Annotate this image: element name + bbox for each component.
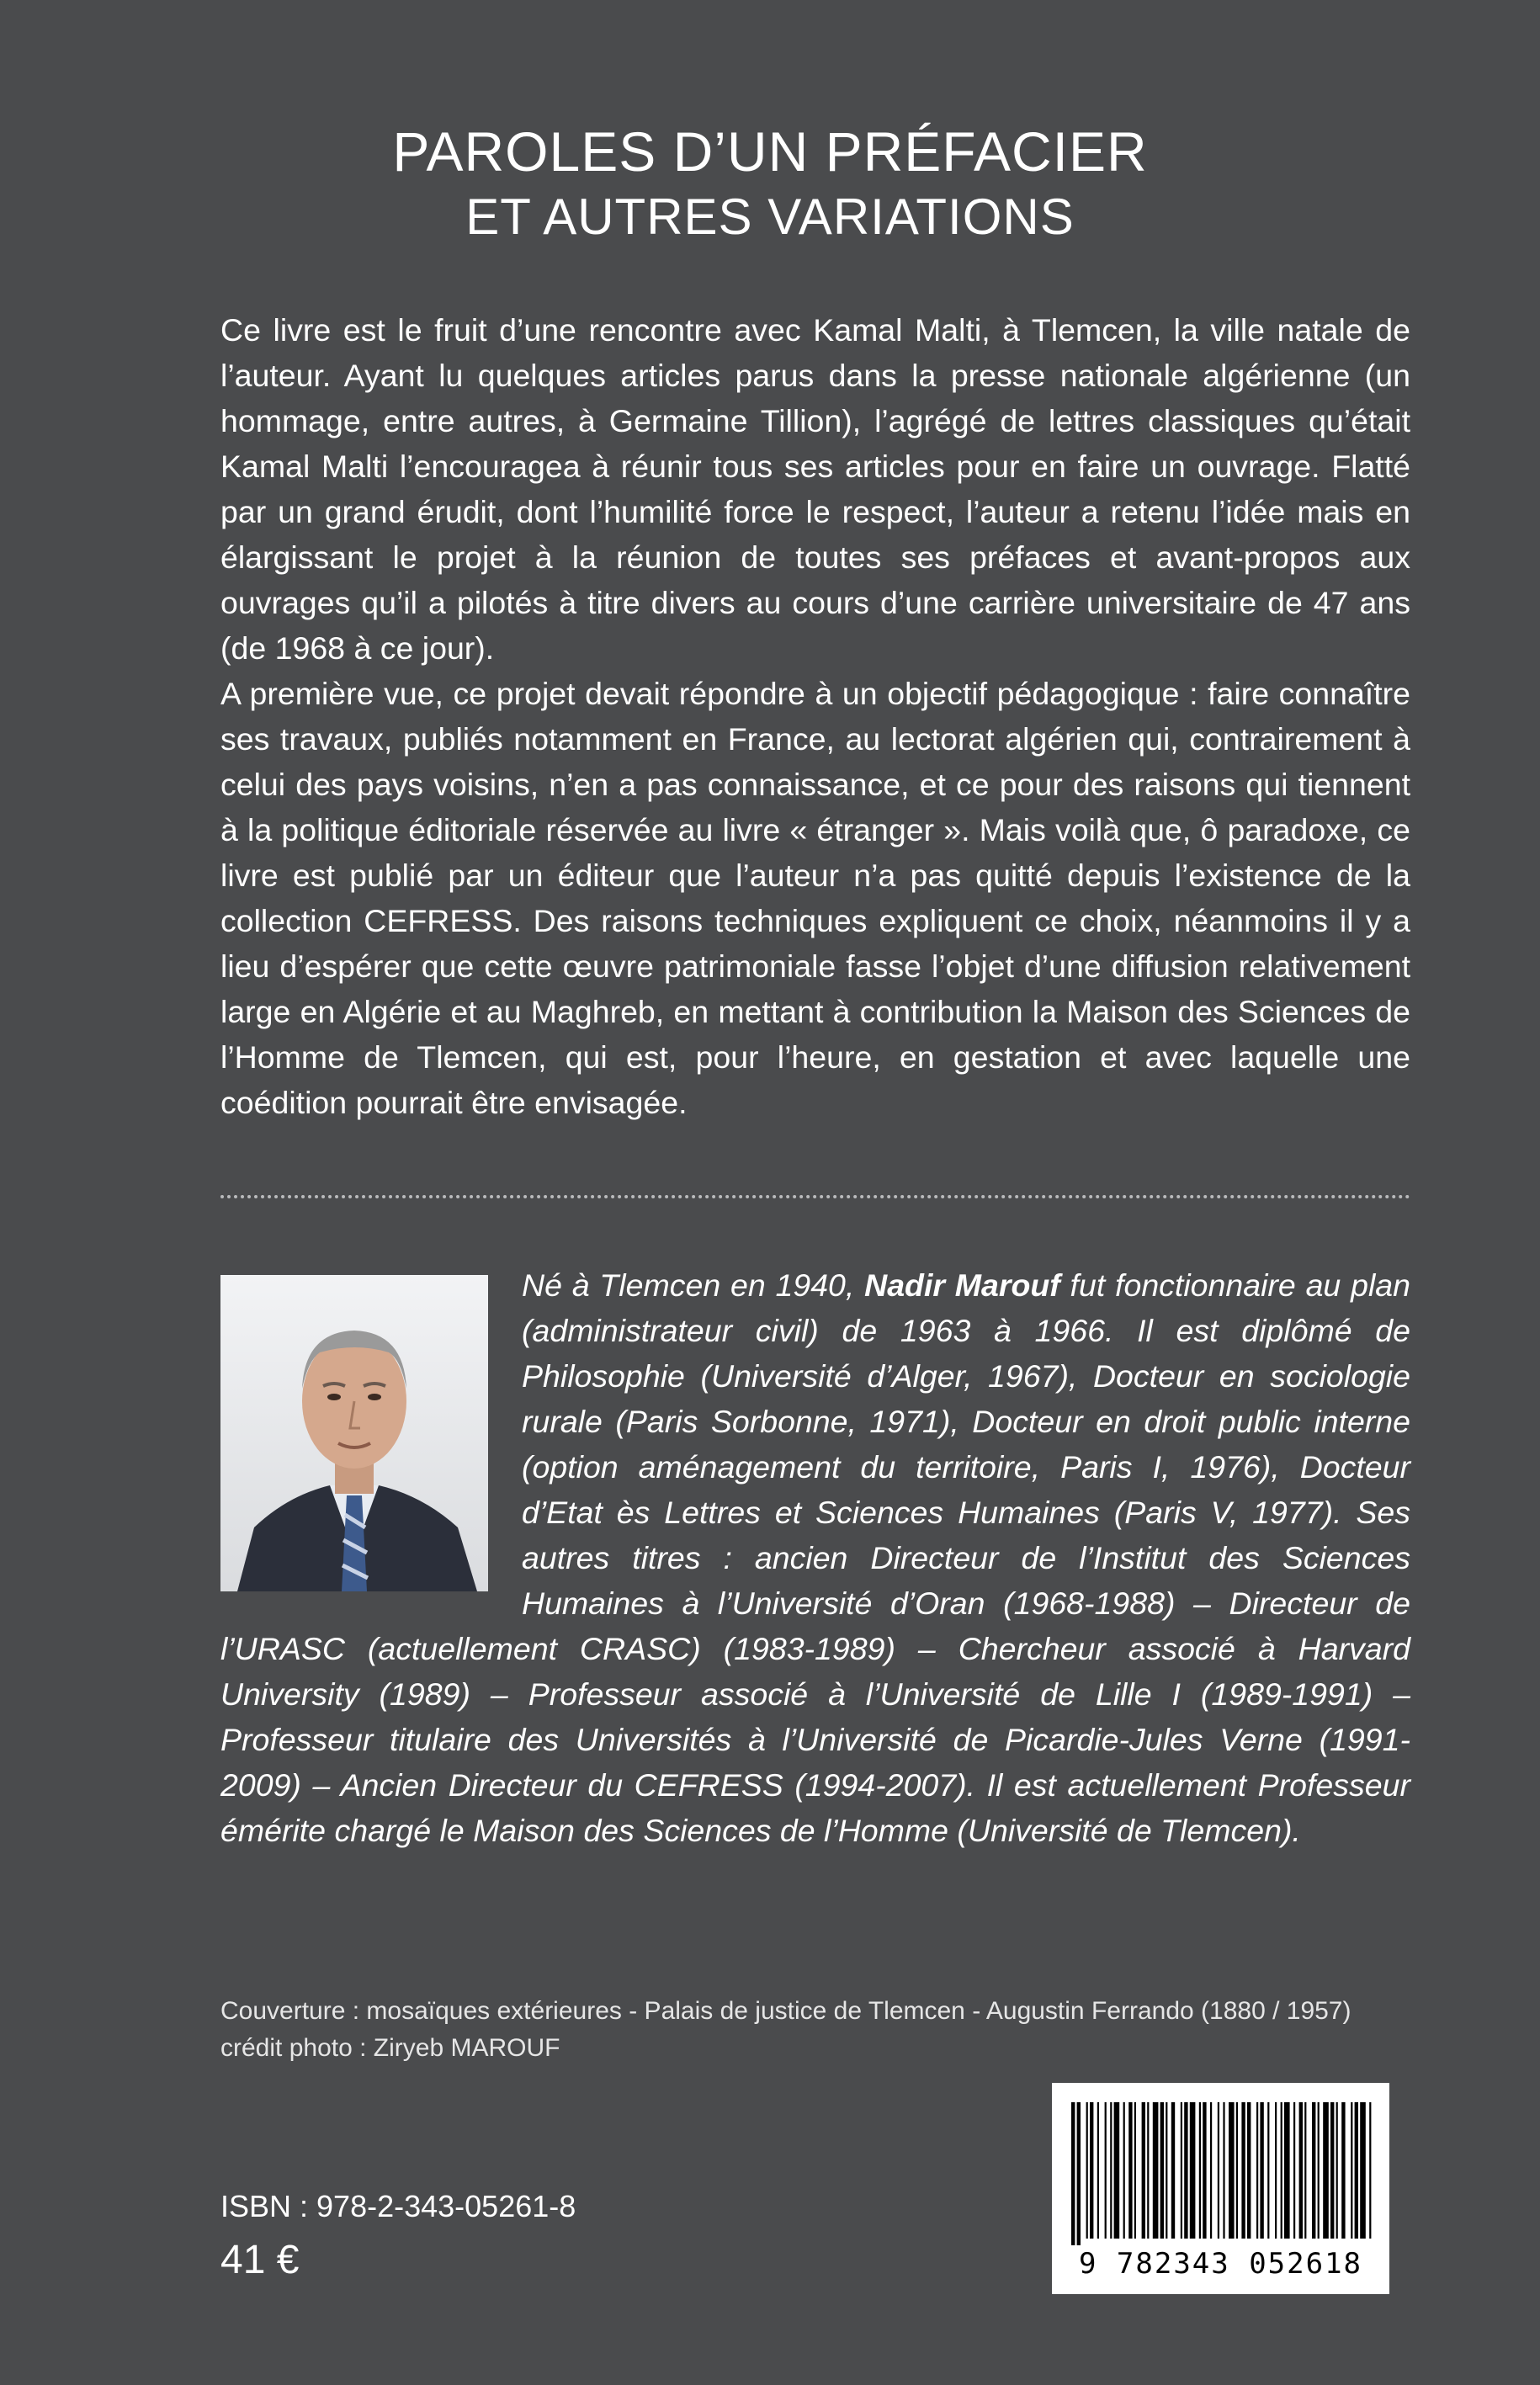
barcode-bar: [1281, 2102, 1282, 2239]
title-block: [0, 118, 1540, 249]
barcode-bar: [1241, 2102, 1245, 2239]
barcode-bar: [1267, 2102, 1269, 2239]
book-subtitle: ET AUTRES VARIATIONS: [465, 189, 1075, 245]
barcode-bar: [1218, 2102, 1219, 2239]
barcode-bar: [1086, 2102, 1088, 2239]
barcode-bar: [1097, 2102, 1099, 2239]
barcode-bar: [1134, 2102, 1136, 2239]
book-summary: [220, 307, 1410, 1125]
author-bio-intro: Né à Tlemcen en 1940,: [522, 1267, 865, 1303]
dotted-divider: [220, 1195, 1410, 1198]
barcode-bar: [1304, 2102, 1306, 2239]
barcode-bar: [1229, 2102, 1235, 2239]
barcode-bar: [1236, 2102, 1238, 2239]
photo-credit: crédit photo : Ziryeb MAROUF: [220, 2034, 560, 2062]
author-bio-text: fut fonctionnaire au plan (administrateur civil) de 1963 à 1966. Il est diplômé de Philosophie (Université d’Alger, 1967), Docteur en sociologie rurale (Paris Sorbonne, 1971), Docteur en droit public interne (option aménagement du territoire, Paris I, 1976), Docteur d’Etat ès Lettres et Sciences Humaines (Paris V, 1977). Ses autres titres : ancien Directeur de l’Institut des Sciences Humaines à l’Université d’Oran (1968-1988) – Directeur de l’URASC (actuellement CRASC) (1983-1989) – Chercheur associé à Harvard University (1989) – Professeur associé à l’Université de Lille I (1989-1991) – Professeur titulaire des Universités à l’Université de Picardie-Jules Verne (1991-2009) – Ancien Directeur du CEFRESS (1994-2007). Il est actuellement Professeur émérite chargé le Maison des Sciences de l’Homme (Université de Tlemcen).: [220, 1267, 1410, 1848]
barcode-bar: [1260, 2102, 1263, 2239]
author-portrait-icon: [220, 1275, 488, 1591]
barcode-bar: [1256, 2102, 1258, 2239]
barcode-bar: [1123, 2102, 1125, 2239]
barcode-bar: [1110, 2102, 1112, 2239]
author-photo: [220, 1275, 488, 1591]
barcode-bar: [1293, 2102, 1295, 2239]
barcode-bar: [1128, 2102, 1132, 2239]
book-title: PAROLES D’UN PRÉFACIER: [392, 120, 1148, 183]
barcode-bar: [1341, 2102, 1345, 2239]
barcode-bar: [1336, 2102, 1338, 2239]
barcode-bars-icon: [1054, 2085, 1387, 2245]
barcode-bar: [1190, 2102, 1196, 2239]
barcode-bar: [1171, 2102, 1175, 2239]
barcode-bar: [1312, 2102, 1315, 2239]
barcode-bar: [1153, 2102, 1159, 2239]
barcode-bar: [1318, 2102, 1320, 2239]
barcode-bar: [1181, 2102, 1182, 2239]
author-name: Nadir Marouf: [864, 1267, 1060, 1303]
barcode-bar: [1351, 2102, 1352, 2239]
barcode-bar: [1360, 2102, 1366, 2239]
barcode-bar: [1203, 2102, 1206, 2239]
barcode-bar: [1166, 2102, 1167, 2239]
barcode: [1052, 2083, 1389, 2294]
barcode-bar: [1210, 2102, 1212, 2239]
barcode-bar: [1114, 2102, 1120, 2239]
barcode-bar: [1223, 2102, 1224, 2239]
barcode-digits: 9 782343 052618: [1078, 2247, 1363, 2281]
barcode-bar: [1299, 2102, 1303, 2239]
barcode-bar: [1071, 2102, 1075, 2245]
barcode-bar: [1284, 2102, 1290, 2239]
barcode-bar: [1090, 2102, 1093, 2239]
barcode-bar: [1247, 2102, 1251, 2239]
barcode-bar: [1160, 2102, 1164, 2239]
barcode-bar: [1105, 2102, 1107, 2239]
cover-credit: Couverture : mosaïques extérieures - Palais de justice de Tlemcen - Augustin Ferrando (1880 / 1957): [220, 1997, 1351, 2025]
isbn: ISBN : 978-2-343-05261-8: [220, 2189, 576, 2223]
barcode-bar: [1142, 2102, 1145, 2239]
barcode-bar: [1323, 2102, 1329, 2239]
summary-paragraph-1: Ce livre est le fruit d’une rencontre avec Kamal Malti, à Tlemcen, la ville natale de l’auteur. Ayant lu quelques articles parus dans la presse nationale algérienne (un hommage, entre autres, à Germaine Tillion), l’agrégé de lettres classiques qu’était Kamal Malti l’encouragea à réunir tous ses articles pour en faire un ouvrage. Flatté par un grand érudit, dont l’humilité force le respect, l’auteur a retenu l’idée mais en élargissant le projet à la réunion de toutes ses préfaces et avant-propos aux ouvrages qu’il a pilotés à titre divers au cours d’une carrière universitaire de 47 ans (de 1968 à ce jour).: [220, 312, 1410, 666]
price: 41 €: [220, 2238, 300, 2282]
barcode-bar: [1355, 2102, 1358, 2239]
barcode-bar: [1199, 2102, 1201, 2239]
summary-paragraph-2: A première vue, ce projet devait répondre à un objectif pédagogique : faire connaître ses travaux, publiés notamment en France, au lectorat algérien qui, contrairement à celui des pays voisins, n’en a pas connaissance, et ce pour des raisons qui tiennent à la politique éditoriale réservée au livre « étranger ». Mais voilà que, ô paradoxe, ce livre est publié par un éditeur que l’auteur n’a pas quitté depuis l’existence de la collection CEFRESS. Des raisons techniques expliquent ce choix, néanmoins il y a lieu d’espérer que cette œuvre patrimoniale fasse l’objet d’une diffusion relativement large en Algérie et au Maghreb, en mettant à contribution la Maison des Sciences de l’Homme de Tlemcen, qui est, pour l’heure, en gestation et avec laquelle une coédition pourrait être envisagée.: [220, 676, 1410, 1120]
barcode-bar: [1369, 2102, 1371, 2239]
barcode-bar: [1077, 2102, 1081, 2245]
barcode-bar: [1330, 2102, 1334, 2239]
credits: [220, 1993, 1410, 2067]
barcode-bar: [1184, 2102, 1187, 2239]
barcode-bar: [1275, 2102, 1277, 2239]
barcode-bar: [1147, 2102, 1149, 2239]
